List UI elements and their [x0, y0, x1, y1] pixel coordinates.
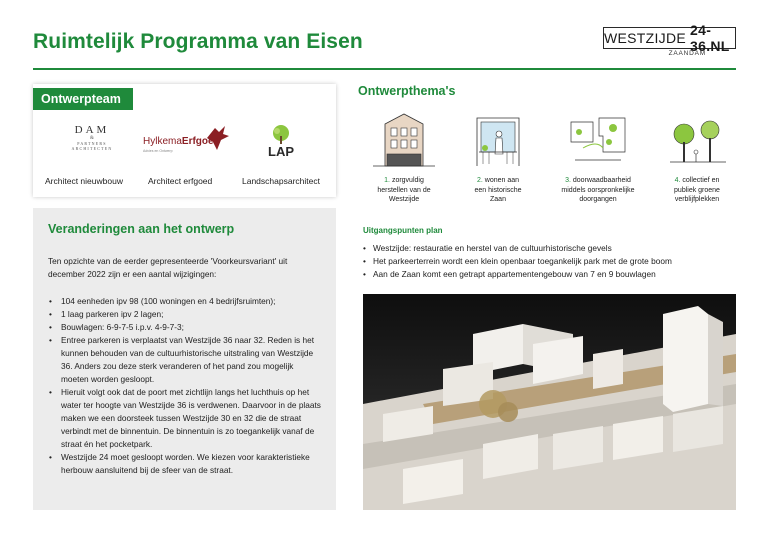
theme-number: 2. [476, 177, 483, 184]
balcony-icon [463, 112, 533, 168]
principles-list [363, 242, 743, 281]
changes-panel [33, 208, 336, 510]
erfgoed-text: Erfgoed [181, 136, 220, 147]
theme-line: verblijfplekken [674, 196, 720, 203]
themes-title: Ontwerpthema's [358, 84, 456, 98]
list-item: • Entree parkeren is verplaatst van Westzijde 36 naar 32. Reden is het kunnen behouden van de cultuurhistorische uitstraling van Westzijde 36. Anders zou deze sterk veranderen of het pand zou mogelijk moeten worden gesloopt. [48, 334, 321, 386]
theme-number: 3. [565, 177, 571, 184]
dam-logo-amp: & [90, 136, 94, 141]
theme-caption [557, 176, 639, 205]
logo-subtitle: ZAANDAM [668, 50, 706, 57]
list-item: • Westzijde 24 moet gesloopt worden. We kiezen voor karakteristieke herbouw aansluitend bij de sfeer van de straat. [48, 451, 321, 477]
logo-bold-text: 24-36.NL [690, 22, 730, 54]
lap-logo [265, 124, 297, 160]
principles-title: Uitgangspunten plan [363, 226, 443, 235]
team-role-heritage: Architect erfgoed [148, 176, 213, 186]
theme-line: een historische [474, 186, 522, 194]
theme-line: doorwaadbaarheid [572, 177, 631, 184]
header-divider [33, 68, 736, 70]
dam-logo-text: DAM [74, 124, 110, 136]
logo-main-text: WESTZIJDE [604, 30, 687, 46]
list-item: • Aan de Zaan komt een getrapt appartementengebouw van 7 en 9 bouwlagen [363, 268, 743, 281]
list-item: • 1 laag parkeren ipv 2 lagen; [48, 308, 321, 321]
team-tag: Ontwerpteam [33, 88, 133, 110]
architecture-model-image [363, 294, 736, 510]
team-role-new-build: Architect nieuwbouw [45, 176, 123, 186]
theme-line: herstellen van de [377, 186, 431, 194]
changes-title: Veranderingen aan het ontwerp [48, 222, 235, 236]
list-item: • Het parkeerterrein wordt een klein openbaar toegankelijk park met de grote boom [363, 255, 743, 268]
model-photo [363, 294, 736, 510]
design-team-card [33, 84, 336, 197]
theme-line: collectief en [682, 177, 720, 184]
dam-partners-logo [67, 124, 117, 151]
theme-caption [363, 176, 445, 205]
hylkema-erfgoed-logo [143, 124, 233, 154]
list-item: • Westzijde: restauratie en herstel van de cultuurhistorische gevels [363, 242, 743, 255]
theme-facade [363, 112, 445, 205]
facade-icon [369, 112, 439, 168]
theme-passages [557, 112, 639, 205]
tree-icon [265, 124, 297, 146]
theme-living-water [457, 112, 539, 205]
theme-number: 1. [384, 177, 390, 184]
changes-list [48, 295, 321, 477]
theme-line: Westzijde [388, 196, 420, 203]
theme-caption [656, 176, 738, 205]
dam-logo-architecten: ARCHITECTEN [71, 146, 113, 151]
theme-green-spaces [656, 112, 738, 205]
theme-line: publiek groene [674, 186, 720, 194]
hylkema-tagline: Advies en Ontwerp [143, 149, 173, 153]
theme-line: wonen aan [484, 177, 520, 184]
changes-intro: Ten opzichte van de eerder gepresenteerde 'Voorkeursvariant' uit december 2022 zijn er een aantal wijzigingen: [48, 256, 288, 279]
theme-number: 4. [674, 177, 681, 184]
hylkema-text: Hylkema [143, 136, 182, 147]
theme-line: middels oorspronkelijke [561, 186, 635, 194]
passage-icon [563, 112, 633, 168]
lap-logo-text: LAP [268, 144, 294, 159]
page-title: Ruimtelijk Programma van Eisen [33, 30, 363, 53]
theme-line: zorgvuldig [391, 177, 424, 184]
list-item: • Hieruit volgt ook dat de poort met zichtlijn langs het luchthuis op het water ter hoogte van Westzijde 36 is verdwenen. Daarvoor in de plaats maken we een doorsteek tussen Westzijde 30 en 32 die de straat verbindt met de binnentuin. De binnentuin is zo toegankelijk vanaf de straat én het pocketpark. [48, 386, 321, 451]
theme-caption [457, 176, 539, 205]
list-item: • Bouwlagen: 6-9-7-5 i.p.v. 4-9-7-3; [48, 321, 321, 334]
list-item: • 104 eenheden ipv 98 (100 woningen en 4 bedrijfsruimten); [48, 295, 321, 308]
theme-line: Zaan [490, 196, 506, 203]
team-role-landscape: Landschapsarchitect [242, 176, 320, 186]
principles-section [363, 226, 743, 281]
trees-icon [662, 112, 732, 168]
dam-logo-partners: PARTNERS [77, 141, 107, 146]
theme-line: doorgangen [579, 196, 617, 203]
